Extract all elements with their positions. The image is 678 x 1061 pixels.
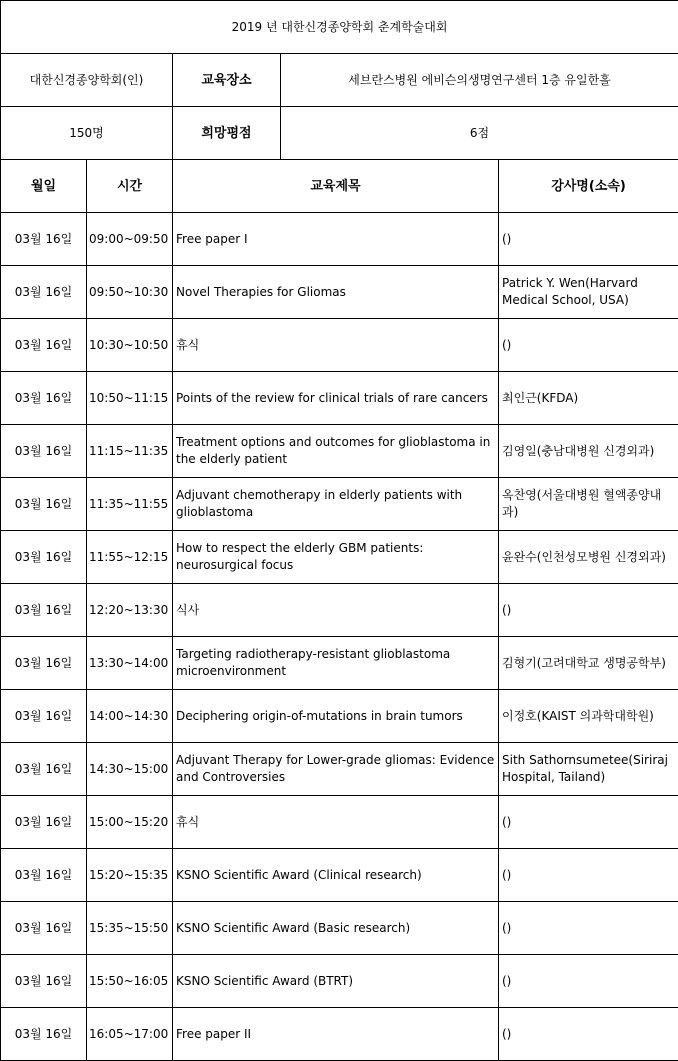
table-row [1,319,678,372]
session-date: 03월 16일 [1,849,87,902]
session-date: 03월 16일 [1,213,87,266]
table-row [1,584,678,637]
session-date: 03월 16일 [1,743,87,796]
table-row [1,796,678,849]
session-speaker: () [499,955,678,1008]
table-row [1,902,678,955]
session-speaker: 윤완수(인천성모병원 신경외과) [499,531,678,584]
capacity: 150명 [1,107,173,160]
session-topic: 식사 [173,584,499,637]
session-speaker: 이정호(KAIST 의과학대학원) [499,690,678,743]
session-speaker: Sith Sathornsumetee(Siriraj Hospital, Tailand) [499,743,678,796]
organizer: 대한신경종양학회(인) [1,54,173,107]
session-date: 03월 16일 [1,478,87,531]
session-topic: KSNO Scientific Award (BTRT) [173,955,499,1008]
table-row [1,849,678,902]
credit: 6점 [281,107,678,160]
session-speaker: 최인근(KFDA) [499,372,678,425]
session-topic: Novel Therapies for Gliomas [173,266,499,319]
session-speaker: 김영일(충남대병원 신경외과) [499,425,678,478]
session-topic: 휴식 [173,319,499,372]
session-date: 03월 16일 [1,690,87,743]
session-date: 03월 16일 [1,955,87,1008]
session-date: 03월 16일 [1,531,87,584]
column-header-row [1,160,678,213]
credit-row [1,107,678,160]
session-topic: Targeting radiotherapy-resistant glioblastoma microenvironment [173,637,499,690]
title-row [1,1,678,54]
session-time: 11:35~11:55 [87,478,173,531]
table-row [1,743,678,796]
session-time: 11:55~12:15 [87,531,173,584]
session-speaker: () [499,1008,678,1061]
table-row [1,478,678,531]
table-row [1,266,678,319]
venue-row [1,54,678,107]
session-time: 16:05~17:00 [87,1008,173,1061]
session-speaker: Patrick Y. Wen(Harvard Medical School, USA) [499,266,678,319]
header-topic: 교육제목 [173,160,499,213]
header-time: 시간 [87,160,173,213]
event-title: 2019 년 대한신경종양학회 춘계학술대회 [1,1,678,54]
table-row [1,372,678,425]
session-topic: Free paper I [173,213,499,266]
session-date: 03월 16일 [1,796,87,849]
table-row [1,425,678,478]
session-date: 03월 16일 [1,319,87,372]
header-speaker: 강사명(소속) [499,160,678,213]
session-time: 14:30~15:00 [87,743,173,796]
table-row [1,690,678,743]
table-row [1,637,678,690]
session-date: 03월 16일 [1,372,87,425]
venue: 세브란스병원 에비슨의생명연구센터 1층 유일한홀 [281,54,678,107]
session-topic: Deciphering origin-of-mutations in brain tumors [173,690,499,743]
session-time: 09:00~09:50 [87,213,173,266]
table-row [1,531,678,584]
credit-label: 희망평점 [173,107,281,160]
table-row [1,213,678,266]
session-speaker: () [499,849,678,902]
table-row [1,1008,678,1061]
header-date: 월일 [1,160,87,213]
session-time: 10:30~10:50 [87,319,173,372]
session-date: 03월 16일 [1,1008,87,1061]
session-speaker: () [499,902,678,955]
table-row [1,955,678,1008]
venue-label: 교육장소 [173,54,281,107]
session-date: 03월 16일 [1,637,87,690]
session-topic: Adjuvant chemotherapy in elderly patients with glioblastoma [173,478,499,531]
session-speaker: 김형기(고려대학교 생명공학부) [499,637,678,690]
session-time: 13:30~14:00 [87,637,173,690]
session-time: 15:50~16:05 [87,955,173,1008]
session-speaker: () [499,796,678,849]
session-time: 09:50~10:30 [87,266,173,319]
session-time: 11:15~11:35 [87,425,173,478]
session-topic: Points of the review for clinical trials of rare cancers [173,372,499,425]
session-topic: KSNO Scientific Award (Basic research) [173,902,499,955]
session-speaker: () [499,584,678,637]
session-date: 03월 16일 [1,902,87,955]
session-topic: Adjuvant Therapy for Lower-grade gliomas: Evidence and Controversies [173,743,499,796]
session-speaker: () [499,213,678,266]
session-speaker: 옥찬영(서울대병원 혈액종양내과) [499,478,678,531]
session-topic: How to respect the elderly GBM patients: neurosurgical focus [173,531,499,584]
session-topic: Free paper II [173,1008,499,1061]
session-time: 12:20~13:30 [87,584,173,637]
session-time: 14:00~14:30 [87,690,173,743]
session-topic: Treatment options and outcomes for glioblastoma in the elderly patient [173,425,499,478]
session-speaker: () [499,319,678,372]
session-time: 15:00~15:20 [87,796,173,849]
session-topic: 휴식 [173,796,499,849]
session-time: 10:50~11:15 [87,372,173,425]
session-time: 15:35~15:50 [87,902,173,955]
session-date: 03월 16일 [1,266,87,319]
session-time: 15:20~15:35 [87,849,173,902]
session-date: 03월 16일 [1,584,87,637]
session-date: 03월 16일 [1,425,87,478]
session-topic: KSNO Scientific Award (Clinical research) [173,849,499,902]
